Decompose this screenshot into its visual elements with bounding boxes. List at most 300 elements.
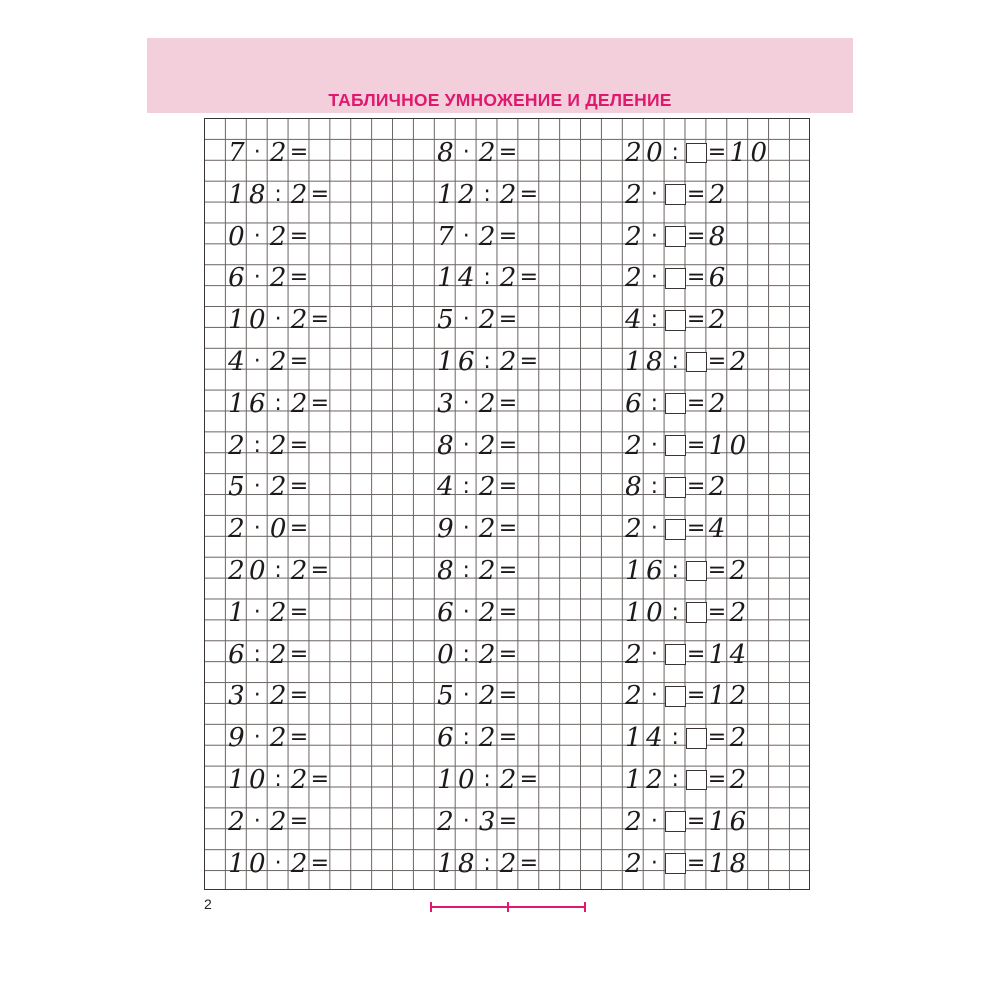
operator: =	[686, 390, 706, 416]
digit: 2	[499, 179, 517, 210]
digit: 2	[478, 472, 496, 503]
digit: 2	[290, 556, 308, 586]
operator: =	[707, 140, 727, 165]
digit: 2	[269, 597, 287, 628]
operator: ·	[274, 850, 282, 876]
digit: 2	[269, 347, 287, 377]
operator: =	[498, 683, 518, 709]
operator: ·	[253, 140, 261, 165]
operator: =	[498, 641, 518, 667]
operator: :	[462, 558, 470, 583]
operator: ·	[253, 265, 261, 291]
operator: =	[289, 265, 309, 291]
operator: ·	[253, 349, 261, 374]
operator: =	[498, 725, 518, 751]
operator: =	[707, 725, 727, 751]
operator: ·	[253, 725, 261, 751]
operator: :	[274, 558, 282, 583]
operator: =	[707, 558, 727, 583]
operator: =	[686, 223, 706, 249]
digit: 2	[478, 514, 496, 545]
operator: =	[519, 349, 539, 374]
digit: 4	[729, 639, 747, 670]
digit: 2	[290, 179, 308, 210]
digit: 2	[290, 305, 308, 336]
digit: 8	[646, 347, 663, 377]
digit: 1	[437, 765, 454, 795]
operator: ·	[253, 516, 261, 542]
digit: 4	[646, 723, 663, 754]
operator: :	[671, 349, 679, 374]
digit: 2	[478, 597, 496, 628]
exercise-row	[623, 302, 727, 338]
digit: 2	[269, 138, 287, 168]
digit: 2	[269, 221, 287, 252]
operator: =	[498, 432, 518, 458]
digit: 4	[228, 347, 245, 377]
grid-paper	[204, 118, 810, 890]
digit: 8	[248, 179, 266, 210]
operator: =	[707, 767, 727, 792]
digit: 1	[437, 263, 454, 294]
operator: :	[483, 850, 491, 876]
operator: =	[519, 265, 539, 291]
operator: ·	[462, 599, 470, 625]
digit: 4	[708, 514, 726, 545]
digit: 1	[228, 388, 245, 419]
digit: 2	[499, 263, 517, 294]
exercise-row	[226, 177, 330, 213]
answer-box[interactable]	[686, 728, 707, 749]
operator: =	[289, 432, 309, 458]
digit: 8	[437, 556, 454, 586]
digit: 2	[499, 848, 517, 879]
operator: ·	[650, 265, 658, 291]
operator: =	[686, 474, 706, 500]
ruler-tick	[584, 902, 586, 912]
operator: ·	[462, 390, 470, 416]
exercise-row	[623, 511, 727, 547]
digit: 1	[708, 430, 726, 461]
digit: 0	[437, 639, 454, 670]
ruler-tick	[507, 902, 509, 912]
operator: :	[483, 349, 491, 374]
exercise-row	[623, 762, 748, 798]
operator: ·	[462, 808, 470, 834]
digit: 8	[729, 848, 747, 879]
digit: 0	[646, 597, 663, 628]
operator: =	[498, 390, 518, 416]
exercise-row	[435, 637, 519, 673]
operator: ·	[253, 223, 261, 249]
exercise-row	[623, 386, 727, 422]
answer-box[interactable]	[686, 561, 707, 582]
answer-box[interactable]	[665, 435, 686, 456]
operator: =	[686, 683, 706, 709]
operator: =	[707, 349, 727, 374]
operator: :	[671, 767, 679, 792]
digit: 2	[290, 388, 308, 419]
digit: 0	[248, 765, 266, 795]
digit: 2	[269, 639, 287, 670]
operator: ·	[253, 683, 261, 709]
answer-box[interactable]	[665, 519, 686, 540]
answer-box[interactable]	[665, 644, 686, 665]
operator: =	[498, 599, 518, 625]
exercise-row	[623, 469, 727, 505]
digit: 7	[437, 221, 454, 252]
exercise-row	[435, 344, 539, 380]
exercise-row	[226, 511, 310, 547]
digit: 2	[269, 723, 287, 754]
digit: 2	[625, 848, 642, 879]
digit: 2	[478, 556, 496, 586]
exercise-row	[623, 846, 748, 882]
digit: 1	[708, 639, 726, 670]
exercise-row	[226, 386, 330, 422]
digit: 2	[708, 305, 726, 336]
operator: =	[289, 599, 309, 625]
exercise-row	[226, 469, 310, 505]
digit: 1	[625, 765, 642, 795]
digit: 4	[625, 305, 642, 336]
exercise-row	[226, 762, 330, 798]
exercise-row	[226, 553, 330, 589]
operator: :	[483, 181, 491, 207]
operator: ·	[462, 140, 470, 165]
operator: =	[686, 432, 706, 458]
operator: :	[671, 599, 679, 625]
digit: 2	[228, 556, 245, 586]
exercise-row	[623, 177, 727, 213]
digit: 6	[228, 263, 245, 294]
operator: ·	[462, 307, 470, 333]
exercise-row	[623, 637, 748, 673]
exercise-row	[435, 177, 539, 213]
operator: ·	[650, 850, 658, 876]
operator: =	[498, 808, 518, 834]
digit: 6	[437, 597, 454, 628]
exercise-row	[623, 135, 769, 171]
digit: 2	[478, 681, 496, 712]
operator: :	[650, 474, 659, 500]
exercise-row	[226, 260, 310, 296]
operator: :	[671, 140, 679, 165]
answer-box[interactable]	[665, 811, 686, 832]
digit: 5	[228, 472, 245, 503]
operator: =	[289, 725, 309, 751]
exercise-row	[226, 846, 330, 882]
digit: 2	[625, 430, 642, 461]
operator: =	[686, 850, 706, 876]
exercise-row	[623, 553, 748, 589]
operator: ·	[650, 181, 658, 207]
digit: 1	[708, 681, 726, 712]
answer-box[interactable]	[686, 143, 707, 164]
operator: =	[289, 140, 309, 165]
page-number: 2	[204, 896, 212, 912]
operator: :	[462, 725, 470, 751]
digit: 2	[269, 430, 287, 461]
digit: 0	[646, 138, 663, 168]
digit: 1	[437, 347, 454, 377]
operator: =	[519, 767, 539, 792]
digit: 3	[228, 681, 245, 712]
exercise-row	[435, 428, 519, 464]
operator: :	[462, 474, 470, 500]
digit: 2	[625, 179, 642, 210]
digit: 1	[625, 723, 642, 754]
operator: :	[671, 725, 679, 751]
answer-box[interactable]	[665, 226, 686, 247]
answer-box[interactable]	[665, 184, 686, 205]
digit: 2	[625, 681, 642, 712]
digit: 2	[625, 263, 642, 294]
digit: 2	[228, 430, 245, 461]
digit: 2	[729, 347, 747, 377]
digit: 2	[457, 179, 475, 210]
digit: 0	[269, 514, 287, 545]
digit: 2	[478, 305, 496, 336]
operator: =	[498, 307, 518, 333]
operator: ·	[253, 599, 261, 625]
digit: 1	[708, 806, 726, 837]
digit: 6	[646, 556, 663, 586]
exercise-row	[435, 219, 519, 255]
answer-box[interactable]	[686, 352, 707, 373]
operator: ·	[462, 223, 470, 249]
digit: 2	[708, 388, 726, 419]
digit: 1	[708, 848, 726, 879]
exercise-row	[435, 260, 539, 296]
operator: =	[289, 223, 309, 249]
digit: 3	[437, 388, 454, 419]
operator: :	[650, 307, 659, 333]
digit: 2	[269, 806, 287, 837]
exercise-row	[226, 637, 310, 673]
digit: 1	[625, 597, 642, 628]
digit: 2	[729, 723, 747, 754]
digit: 0	[729, 430, 747, 461]
exercise-row	[435, 386, 519, 422]
operator: =	[310, 850, 330, 876]
exercise-row	[226, 428, 310, 464]
digit: 2	[499, 347, 517, 377]
exercise-row	[226, 804, 310, 840]
exercise-row	[623, 219, 727, 255]
digit: 2	[729, 681, 747, 712]
exercise-row	[623, 720, 748, 756]
digit: 7	[228, 138, 245, 168]
operator: =	[519, 181, 539, 207]
operator: =	[498, 558, 518, 583]
exercise-row	[623, 678, 748, 714]
digit: 0	[750, 138, 768, 168]
digit: 2	[499, 765, 517, 795]
exercise-row	[623, 804, 748, 840]
operator: =	[289, 349, 309, 374]
operator: ·	[650, 683, 658, 709]
exercise-row	[226, 302, 330, 338]
digit: 4	[437, 472, 454, 503]
operator: :	[483, 767, 491, 792]
operator: ·	[650, 516, 658, 542]
digit: 8	[437, 138, 454, 168]
digit: 2	[478, 430, 496, 461]
operator: :	[671, 558, 679, 583]
exercise-row	[623, 260, 727, 296]
operator: =	[310, 767, 330, 792]
digit: 8	[708, 221, 726, 252]
digit: 2	[729, 597, 747, 628]
operator: =	[707, 599, 727, 625]
exercise-row	[435, 302, 519, 338]
digit: 2	[478, 138, 496, 168]
digit: 6	[708, 263, 726, 294]
digit: 2	[729, 765, 747, 795]
exercise-row	[623, 595, 748, 631]
operator: =	[289, 516, 309, 542]
answer-box[interactable]	[665, 477, 686, 498]
operator: =	[686, 808, 706, 834]
digit: 2	[437, 806, 454, 837]
exercise-row	[435, 804, 519, 840]
operator: :	[462, 641, 470, 667]
digit: 1	[625, 347, 642, 377]
answer-box[interactable]	[665, 268, 686, 289]
operator: ·	[650, 223, 658, 249]
digit: 2	[625, 639, 642, 670]
exercise-row	[226, 135, 310, 171]
digit: 2	[625, 514, 642, 545]
digit: 0	[248, 305, 266, 336]
digit: 6	[437, 723, 454, 754]
ruler-decoration	[430, 900, 586, 914]
digit: 1	[625, 556, 642, 586]
operator: ·	[462, 683, 470, 709]
digit: 0	[248, 556, 266, 586]
digit: 2	[290, 848, 308, 879]
digit: 6	[729, 806, 747, 837]
digit: 2	[228, 806, 245, 837]
digit: 2	[708, 179, 726, 210]
digit: 1	[437, 179, 454, 210]
operator: ·	[462, 432, 470, 458]
operator: =	[498, 474, 518, 500]
digit: 4	[457, 263, 475, 294]
digit: 2	[478, 639, 496, 670]
exercise-row	[623, 344, 748, 380]
ruler-tick	[430, 902, 432, 912]
digit: 2	[646, 765, 663, 795]
digit: 2	[708, 472, 726, 503]
operator: =	[686, 516, 706, 542]
digit: 8	[457, 848, 475, 879]
operator: =	[310, 307, 330, 333]
digit: 5	[437, 305, 454, 336]
operator: =	[686, 265, 706, 291]
exercise-row	[226, 720, 310, 756]
operator: =	[289, 641, 309, 667]
answer-box[interactable]	[665, 393, 686, 414]
answer-box[interactable]	[665, 310, 686, 331]
operator: =	[498, 140, 518, 165]
digit: 2	[625, 806, 642, 837]
operator: =	[289, 808, 309, 834]
digit: 1	[228, 765, 245, 795]
digit: 2	[269, 681, 287, 712]
digit: 1	[228, 848, 245, 879]
exercise-row	[435, 762, 539, 798]
digit: 1	[228, 305, 245, 336]
digit: 1	[437, 848, 454, 879]
exercise-row	[435, 469, 519, 505]
operator: ·	[650, 641, 658, 667]
digit: 0	[248, 848, 266, 879]
digit: 9	[228, 723, 245, 754]
operator: :	[274, 181, 282, 207]
exercise-row	[226, 595, 310, 631]
exercise-row	[435, 511, 519, 547]
exercise-row	[435, 720, 519, 756]
exercise-row	[435, 553, 519, 589]
digit: 2	[478, 723, 496, 754]
exercise-row	[623, 428, 748, 464]
digit: 0	[457, 765, 475, 795]
digit: 2	[228, 514, 245, 545]
operator: =	[686, 181, 706, 207]
operator: ·	[274, 307, 282, 333]
operator: :	[253, 641, 261, 667]
answer-box[interactable]	[665, 686, 686, 707]
digit: 2	[290, 765, 308, 795]
operator: ·	[650, 808, 658, 834]
operator: :	[650, 390, 659, 416]
digit: 8	[625, 472, 642, 503]
digit: 1	[228, 597, 245, 628]
operator: =	[686, 307, 706, 333]
answer-box[interactable]	[665, 853, 686, 874]
digit: 6	[248, 388, 266, 419]
digit: 2	[625, 221, 642, 252]
operator: :	[274, 390, 282, 416]
exercise-row	[435, 135, 519, 171]
operator: :	[253, 432, 261, 458]
answer-box[interactable]	[686, 770, 707, 791]
answer-box[interactable]	[686, 602, 707, 623]
digit: 3	[478, 806, 496, 837]
exercise-row	[226, 219, 310, 255]
digit: 6	[625, 388, 642, 419]
digit: 2	[625, 138, 642, 168]
operator: =	[498, 223, 518, 249]
operator: =	[498, 516, 518, 542]
operator: =	[686, 641, 706, 667]
operator: =	[289, 683, 309, 709]
digit: 2	[269, 263, 287, 294]
operator: =	[519, 850, 539, 876]
operator: =	[310, 558, 330, 583]
operator: ·	[253, 808, 261, 834]
exercise-row	[435, 678, 519, 714]
digit: 6	[228, 639, 245, 670]
operator: ·	[650, 432, 658, 458]
digit: 2	[478, 388, 496, 419]
digit: 0	[228, 221, 245, 252]
exercise-row	[226, 344, 310, 380]
operator: :	[483, 265, 491, 291]
digit: 6	[457, 347, 475, 377]
